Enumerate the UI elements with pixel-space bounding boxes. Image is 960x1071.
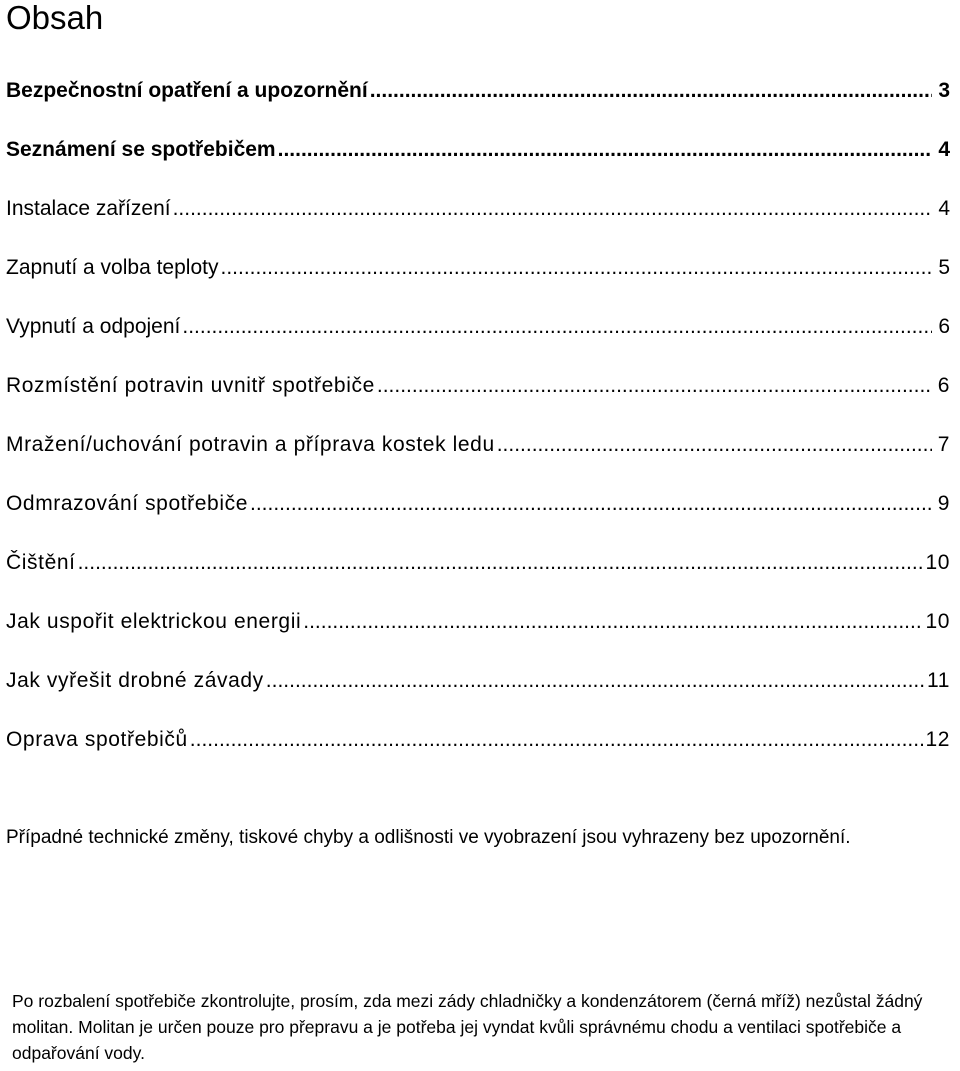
toc-item[interactable] — [6, 135, 950, 194]
toc-item-page: 4 — [938, 138, 950, 161]
toc-item-label: Zapnutí a volba teploty — [6, 256, 219, 279]
toc-item-page: 5 — [938, 256, 950, 279]
toc-dot-leader — [377, 371, 932, 401]
toc-item-label: Vypnutí a odpojení — [6, 315, 181, 338]
toc-dot-leader — [250, 489, 932, 519]
toc-item[interactable] — [6, 607, 950, 666]
toc-item-page: 6 — [938, 315, 950, 338]
toc-item-page: 10 — [925, 551, 950, 574]
toc-item-page: 9 — [937, 492, 950, 515]
toc-item-page: 12 — [925, 728, 950, 751]
toc-item-label: Mražení/uchování potravin a příprava kostek ledu — [6, 433, 495, 456]
toc-dot-leader — [78, 548, 924, 578]
toc-dot-leader — [220, 253, 932, 283]
toc-item-label: Seznámení se spotřebičem — [6, 138, 276, 161]
toc-item-page: 10 — [925, 610, 950, 633]
toc-item-label: Instalace zařízení — [6, 197, 171, 220]
table-of-contents — [6, 76, 950, 784]
toc-item-label: Bezpečnostní opatření a upozornění — [6, 79, 368, 102]
toc-dot-leader — [497, 430, 932, 460]
toc-item-page: 7 — [937, 433, 950, 456]
toc-item-label: Oprava spotřebičů — [6, 728, 188, 751]
toc-item[interactable] — [6, 312, 950, 371]
toc-dot-leader — [182, 312, 932, 342]
toc-item[interactable] — [6, 548, 950, 607]
disclaimer-note: Případné technické změny, tiskové chyby a odlišnosti ve vyobrazení jsou vyhrazeny bez upozornění. — [6, 827, 851, 848]
toc-item[interactable] — [6, 194, 950, 253]
toc-dot-leader — [266, 666, 925, 696]
toc-item[interactable] — [6, 666, 950, 725]
toc-item-label: Odmrazování spotřebiče — [6, 492, 248, 515]
toc-item-page: 4 — [938, 197, 950, 220]
toc-item-label: Čištění — [6, 551, 76, 574]
toc-dot-leader — [173, 194, 932, 224]
toc-item[interactable] — [6, 725, 950, 784]
toc-item[interactable] — [6, 489, 950, 548]
toc-item-page: 3 — [938, 79, 950, 102]
toc-item-label: Jak uspořit elektrickou energii — [6, 610, 302, 633]
toc-item[interactable] — [6, 371, 950, 430]
toc-dot-leader — [370, 76, 932, 106]
toc-dot-leader — [303, 607, 923, 637]
toc-dot-leader — [190, 725, 924, 755]
toc-item-page: 11 — [927, 669, 950, 692]
toc-item-label: Rozmístění potravin uvnitř spotřebiče — [6, 374, 375, 397]
toc-dot-leader — [278, 135, 932, 165]
page-title: Obsah — [6, 0, 104, 36]
toc-item[interactable] — [6, 253, 950, 312]
toc-item-label: Jak vyřešit drobné závady — [6, 669, 264, 692]
toc-item[interactable] — [6, 430, 950, 489]
toc-item[interactable] — [6, 76, 950, 135]
unpacking-notice: Po rozbalení spotřebiče zkontrolujte, prosím, zda mezi zády chladničky a kondenzátorem (černá mříž) nezůstal žádný molitan. Molitan je určen pouze pro přepravu a je potřeba jej vyndat kvůli správnému chodu a ventilaci spotřebiče a odpařování vody. — [12, 991, 923, 1063]
toc-item-page: 6 — [937, 374, 950, 397]
